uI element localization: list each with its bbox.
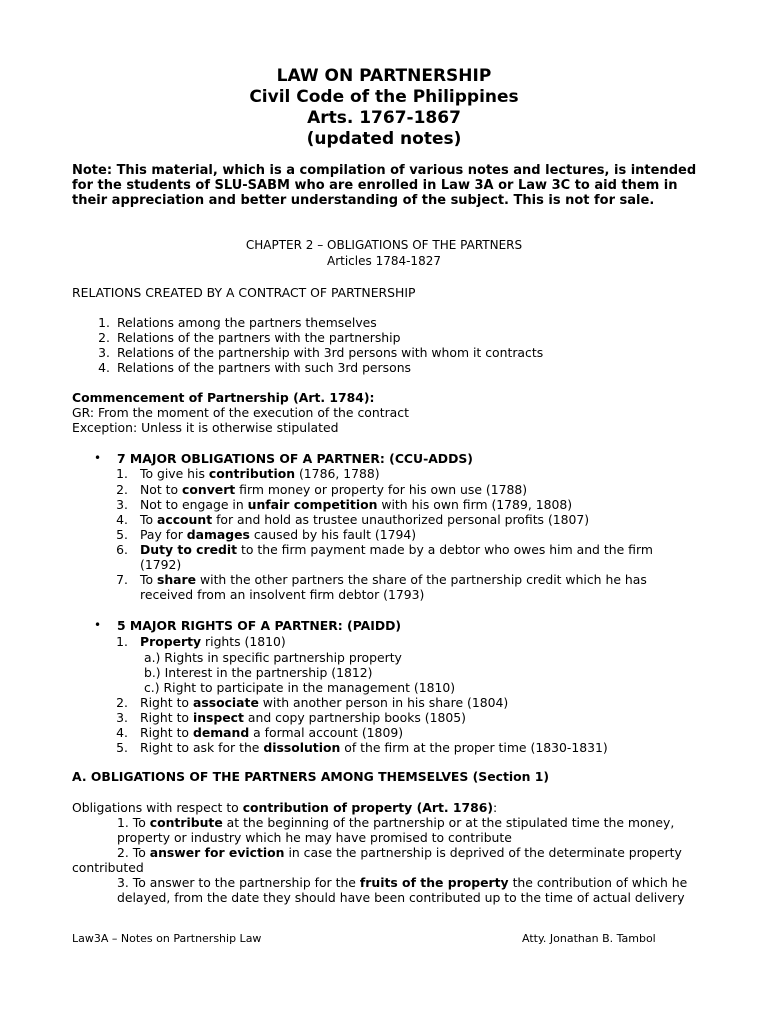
obligation-item: Duty to credit to the firm payment made by a debtor who owes him and the firm: [140, 542, 653, 557]
list-number: 1.: [116, 634, 128, 649]
commencement-gr: GR: From the moment of the execution of the contract: [72, 405, 409, 420]
bullet-icon: •: [94, 618, 102, 632]
doc-title-line4: (updated notes): [306, 129, 462, 149]
section-a-item-cont: property or industry which he may have promised to contribute: [117, 830, 512, 845]
list-number: 6.: [116, 542, 128, 557]
doc-title-line2: Civil Code of the Philippines: [249, 87, 519, 107]
relations-heading: RELATIONS CREATED BY A CONTRACT OF PARTNERSHIP: [72, 285, 416, 300]
section-a-heading: A. OBLIGATIONS OF THE PARTNERS AMONG THEMSELVES (Section 1): [72, 769, 550, 784]
list-number: 4.: [116, 725, 128, 740]
rights-subitem: b.) Interest in the partnership (1812): [144, 665, 373, 680]
list-number: 7.: [116, 572, 128, 587]
obligation-item-cont: received from an insolvent firm debtor (1793): [140, 587, 425, 602]
obligation-item: To give his contribution (1786, 1788): [140, 466, 380, 481]
section-a-intro: Obligations with respect to contribution of property (Art. 1786):: [72, 800, 498, 815]
list-number: 5.: [116, 527, 128, 542]
list-number: 2.: [116, 695, 128, 710]
list-number: 4.: [98, 360, 110, 375]
rights-item: Right to ask for the dissolution of the firm at the proper time (1830-1831): [140, 740, 608, 755]
obligation-item: Pay for damages caused by his fault (1794): [140, 527, 417, 542]
rights-item: Right to demand a formal account (1809): [140, 725, 404, 740]
list-number: 1.: [98, 315, 110, 330]
obligation-item: To account for and hold as trustee unauthorized personal profits (1807): [140, 512, 590, 527]
list-number: 1.: [116, 466, 128, 481]
section-a-item: 3. To answer to the partnership for the fruits of the property the contribution of which he: [117, 875, 688, 890]
note-paragraph: Note: This material, which is a compilation of various notes and lectures, is intended for the students of SLU-SABM who are enrolled in Law 3A or Law 3C to aid them in their appreciation and better understanding of the subject. This is not for sale.: [72, 163, 697, 208]
rights-subitem: c.) Right to participate in the management (1810): [144, 680, 456, 695]
relations-item: Relations of the partners with such 3rd persons: [117, 360, 411, 375]
commencement-heading: Commencement of Partnership (Art. 1784):: [72, 390, 375, 405]
section-a-item: 1. To contribute at the beginning of the partnership or at the stipulated time the money,: [117, 815, 675, 830]
list-number: 2.: [116, 482, 128, 497]
list-number: 3.: [98, 345, 110, 360]
footer-right: Atty. Jonathan B. Tambol: [522, 932, 656, 945]
rights-heading: 5 MAJOR RIGHTS OF A PARTNER: (PAIDD): [117, 618, 402, 633]
doc-title-line1: LAW ON PARTNERSHIP: [276, 66, 492, 86]
rights-subitem: a.) Rights in specific partnership property: [144, 650, 402, 665]
relations-item: Relations of the partnership with 3rd persons with whom it contracts: [117, 345, 544, 360]
rights-item: Property rights (1810): [140, 634, 286, 649]
obligation-item: To share with the other partners the share of the partnership credit which he has: [140, 572, 647, 587]
doc-title-line3: Arts. 1767-1867: [307, 108, 461, 128]
chapter-heading: CHAPTER 2 – OBLIGATIONS OF THE PARTNERS: [245, 238, 523, 252]
chapter-articles: Articles 1784-1827: [327, 254, 441, 268]
list-number: 2.: [98, 330, 110, 345]
obligation-item: Not to convert firm money or property for his own use (1788): [140, 482, 528, 497]
obligation-item: Not to engage in unfair competition with his own firm (1789, 1808): [140, 497, 573, 512]
list-number: 4.: [116, 512, 128, 527]
rights-item: Right to inspect and copy partnership books (1805): [140, 710, 466, 725]
section-a-item-cont: contributed: [72, 860, 144, 875]
list-number: 3.: [116, 710, 128, 725]
list-number: 3.: [116, 497, 128, 512]
section-a-item: 2. To answer for eviction in case the partnership is deprived of the determinate property: [117, 845, 682, 860]
footer-left: Law3A – Notes on Partnership Law: [72, 932, 262, 945]
rights-item: Right to associate with another person in his share (1804): [140, 695, 509, 710]
relations-item: Relations among the partners themselves: [117, 315, 377, 330]
list-number: 5.: [116, 740, 128, 755]
obligations-heading: 7 MAJOR OBLIGATIONS OF A PARTNER: (CCU-ADDS): [117, 451, 473, 466]
section-a-item-cont: delayed, from the date they should have been contributed up to the time of actual delivery: [117, 890, 685, 905]
commencement-exception: Exception: Unless it is otherwise stipulated: [72, 420, 339, 435]
relations-item: Relations of the partners with the partnership: [117, 330, 401, 345]
obligation-item-cont: (1792): [140, 557, 182, 572]
bullet-icon: •: [94, 451, 102, 465]
